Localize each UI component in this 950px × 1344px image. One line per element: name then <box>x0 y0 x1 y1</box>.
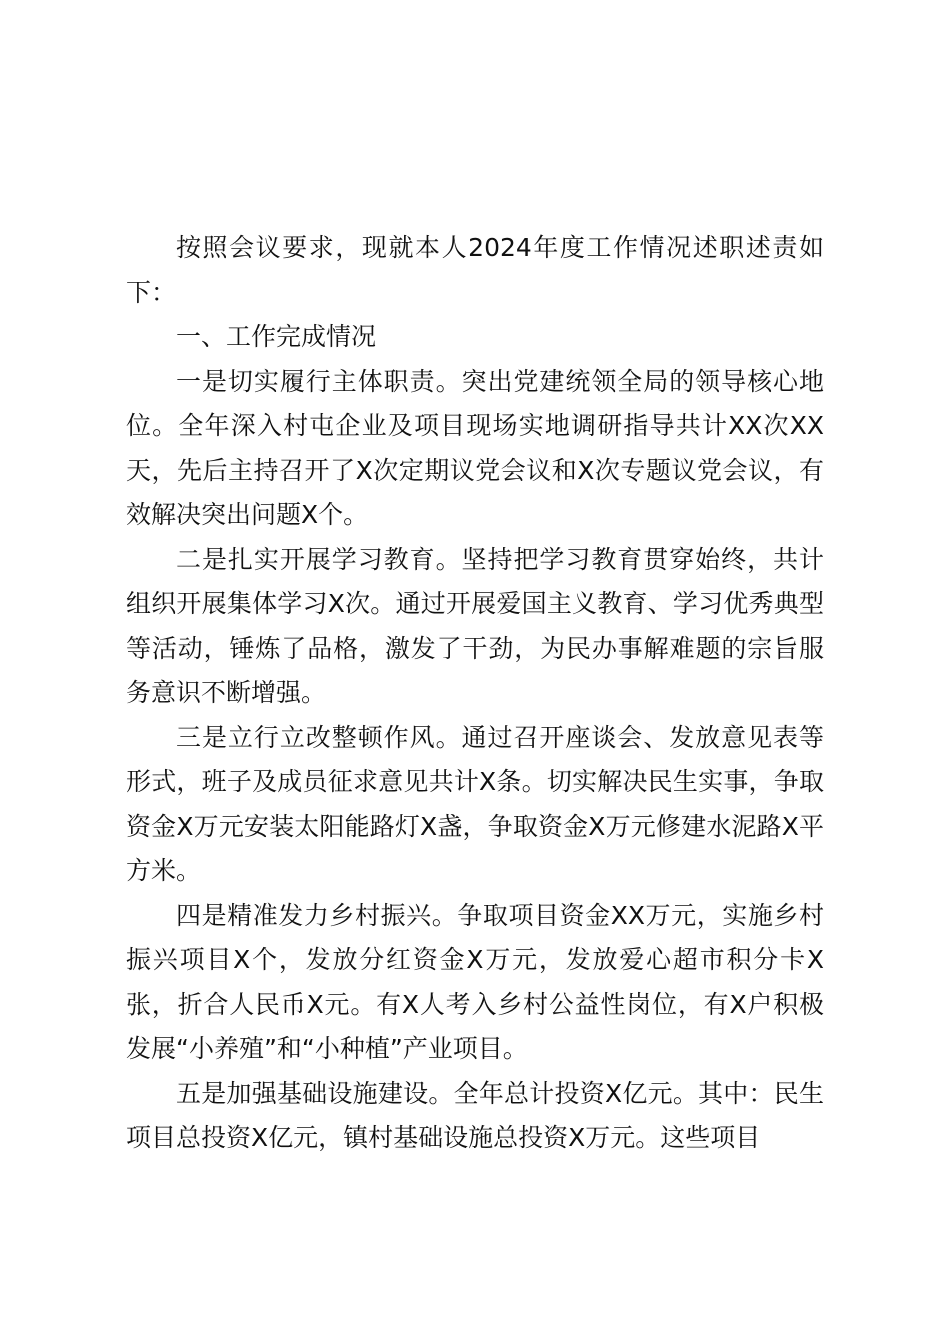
paragraph-work-style: 三是立行立改整顿作风。通过召开座谈会、发放意见表等形式，班子及成员征求意见共计X条。切实解决民生实事，争取资金X万元安装太阳能路灯X盏，争取资金X万元修建水泥路X平方米。 <box>126 722 824 885</box>
paragraph-main-responsibility: 一是切实履行主体职责。突出党建统领全局的领导核心地位。全年深入村屯企业及项目现场实地调研指导共计XX次XX天，先后主持召开了X次定期议党会议和X次专题议党会议，有效解决突出问题X个。 <box>126 366 824 529</box>
intro-paragraph: 按照会议要求，现就本人2024年度工作情况述职述责如下： <box>126 233 824 307</box>
paragraph-infrastructure: 五是加强基础设施建设。全年总计投资X亿元。其中：民生项目总投资X亿元，镇村基础设施总投资X万元。这些项目 <box>126 1078 824 1152</box>
paragraph-rural-revitalization: 四是精准发力乡村振兴。争取项目资金XX万元，实施乡村振兴项目X个，发放分红资金X万元，发放爱心超市积分卡X张，折合人民币X元。有X人考入乡村公益性岗位，有X户积极发展“小养殖”和“小种植”产业项目。 <box>126 900 824 1063</box>
section-heading: 一、工作完成情况 <box>176 322 377 351</box>
paragraph-study-education: 二是扎实开展学习教育。坚持把学习教育贯穿始终，共计组织开展集体学习X次。通过开展爱国主义教育、学习优秀典型等活动，锤炼了品格，激发了干劲，为民办事解难题的宗旨服务意识不断增强。 <box>126 544 824 707</box>
document-body <box>126 226 824 1161</box>
